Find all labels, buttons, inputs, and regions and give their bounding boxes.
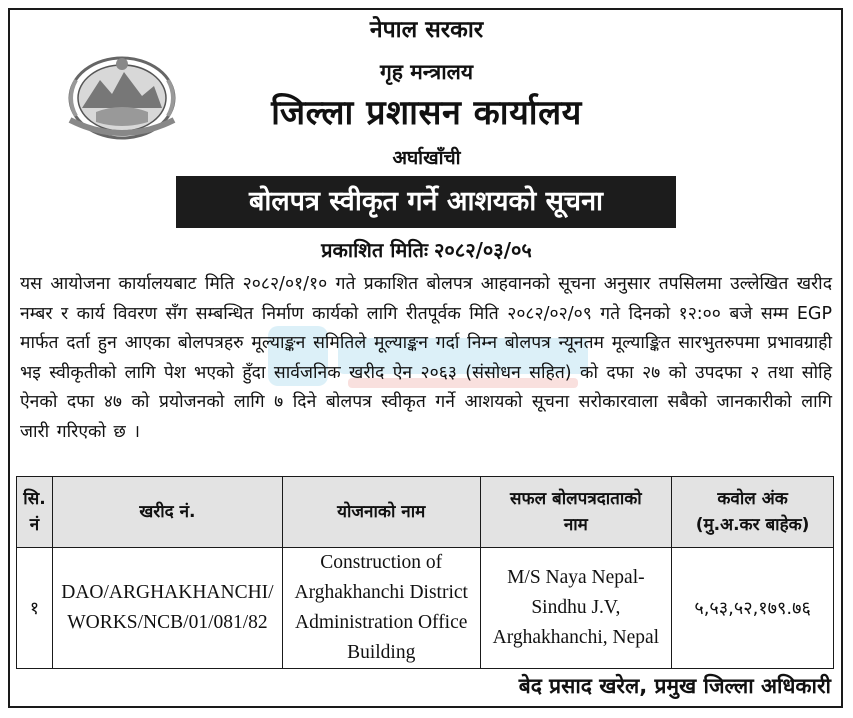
header-amount: कवोल अंक (मु.अ.कर बाहेक) <box>672 477 834 548</box>
published-date-label: प्रकाशित मितिः <box>321 238 428 262</box>
cell-serial: १ <box>17 548 53 669</box>
signatory: बेद प्रसाद खरेल, प्रमुख जिल्ला अधिकारी <box>518 674 831 698</box>
header-bidder: सफल बोलपत्रदाताको नाम <box>480 477 672 548</box>
header-serial: सि. नं <box>17 477 53 548</box>
office-title: जिल्ला प्रशासन कार्यालय <box>271 93 582 133</box>
award-table <box>16 476 834 669</box>
notice-title-banner: बोलपत्र स्वीकृत गर्ने आशयको सूचना <box>176 176 676 228</box>
table-header-row <box>17 477 834 548</box>
table-row <box>17 548 834 669</box>
notice-body: यस आयोजना कार्यालयबाट मिति २०८२/०१/१० गते प्रकाशित बोलपत्र आहवानको सूचना अनुसार तपसिलमा उल्लेखित खरीद नम्बर र कार्य विवरण सँग सम्बन्धित निर्माण कार्यको लागि रीतपूर्वक मिति २०८२/०२/०९ गते दिनको १२:०० बजे सम्म EGP मार्फत दर्ता हुन आएका बोलपत्रहरु मूल्याङ्कन समितिले मूल्याङ्कन गर्दा निम्न बोलपत्र न्यूनतम मूल्याङ्कित सारभुतरुपमा प्रभावग्राही भइ स्वीकृतीको लागि पेश भएको हुँदा सार्वजनिक खरीद ऐन २०६३ (संसोधन सहित) को दफा २७ को उपदफा २ तथा सोहि ऐनको दफा ४७ को प्रयोजनको लागि ७ दिने बोलपत्र स्वीकृत गर्ने आशयको सूचना सरोकारवाला सबैको जानकारीको लागि जारी गरिएको छ । <box>20 274 832 442</box>
ministry-title: गृह मन्त्रालय <box>379 60 474 84</box>
cell-bidder: M/S Naya Nepal- Sindhu J.V, Arghakhanchi, Nepal <box>480 548 672 669</box>
header-procurement-no: खरीद नं. <box>52 477 282 548</box>
published-date-value: २०८२/०३/०५ <box>434 238 532 262</box>
government-title: नेपाल सरकार <box>369 17 484 43</box>
cell-procurement-no: DAO/ARGHAKHANCHI/ WORKS/NCB/01/081/82 <box>52 548 282 669</box>
published-date-line <box>0 236 853 263</box>
cell-project-name: Construction of Arghakhanchi District Administration Office Building <box>282 548 480 669</box>
district-name: अर्घाखाँची <box>392 147 461 169</box>
header-project-name: योजनाको नाम <box>282 477 480 548</box>
cell-amount: ५,५३,५२,१७९.७६ <box>672 548 834 669</box>
